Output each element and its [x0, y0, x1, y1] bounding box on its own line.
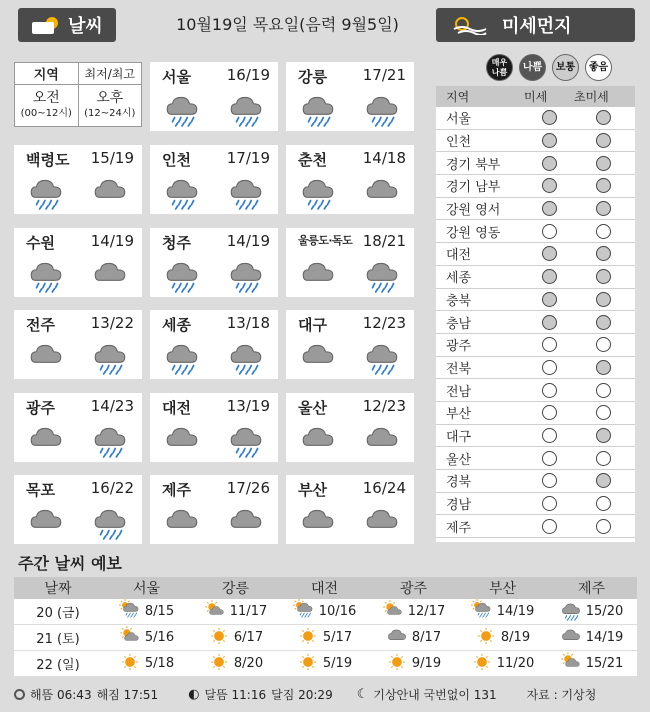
cloud-icon: [299, 420, 337, 462]
city-name: 대전: [162, 399, 191, 417]
city-card: [150, 228, 278, 297]
weekly-cell: [191, 625, 280, 651]
sun-cloud-icon: [204, 599, 226, 625]
rain-icon: [91, 420, 129, 462]
legend-region: 지역: [15, 63, 79, 84]
city-temp: 14/19: [226, 232, 270, 250]
sun-icon: [386, 651, 408, 677]
city-card: [14, 228, 142, 297]
weekly-cell: [458, 625, 547, 651]
dust-region: 대전: [446, 248, 472, 264]
rain-icon: [227, 172, 265, 214]
weekly-date: 21 (토): [36, 632, 80, 647]
weekly-temp: 14/19: [496, 604, 535, 619]
sun-icon: [297, 625, 319, 651]
rain-icon: [227, 337, 265, 379]
weekly-date: 22 (일): [36, 658, 80, 673]
city-name: 제주: [162, 481, 191, 499]
city-name: 광주: [26, 399, 55, 417]
dust-row: [436, 220, 635, 243]
weekly-temp: 12/17: [407, 604, 446, 619]
city-temp: 18/21: [362, 232, 406, 250]
pm10-dot: [542, 201, 557, 216]
rain-icon: [363, 337, 401, 379]
rain-icon: [227, 420, 265, 462]
pm10-dot: [542, 224, 557, 239]
pm10-dot: [542, 405, 557, 420]
weekly-temp: 8/19: [500, 630, 531, 645]
dust-region: 경기 남부: [446, 180, 501, 196]
forecast-info: 기상안내 국번없이 131: [373, 687, 497, 702]
weekly-table: [14, 577, 637, 677]
city-card: [286, 228, 414, 297]
dust-legend-good: 좋음: [585, 54, 612, 81]
rain-icon: [299, 172, 337, 214]
city-card: [286, 475, 414, 544]
cloud-icon: [27, 502, 65, 544]
city-card: [14, 310, 142, 379]
city-temp: 16/22: [90, 479, 134, 497]
weekly-cell: [280, 625, 369, 651]
city-temp: 13/22: [90, 314, 134, 332]
cloud-icon: [386, 625, 408, 651]
dust-table-header: [436, 86, 635, 107]
city-temp: 13/18: [226, 314, 270, 332]
rain-icon: [163, 89, 201, 131]
city-name: 백령도: [26, 151, 70, 169]
dust-row: [436, 470, 635, 493]
weekly-cell: [102, 651, 191, 677]
weekly-cell: [102, 599, 191, 625]
city-name: 전주: [26, 316, 55, 334]
pm25-dot: [596, 337, 611, 352]
rain-icon: [227, 255, 265, 297]
sun-icon: [208, 625, 230, 651]
weekly-row: [14, 625, 637, 651]
pm25-dot: [596, 133, 611, 148]
rain-icon: [91, 502, 129, 544]
weekly-cell: [191, 651, 280, 677]
dust-row: [436, 425, 635, 448]
weekly-row: [14, 651, 637, 677]
cloud-icon: [363, 420, 401, 462]
dust-legend-bad: 나쁨: [519, 54, 546, 81]
city-temp: 13/19: [226, 397, 270, 415]
legend-pm: 오후 (12~24시): [84, 89, 136, 119]
weekly-city: 부산: [488, 581, 517, 597]
dust-row: [436, 402, 635, 425]
dust-region: 강원 영동: [446, 225, 501, 241]
pm10-dot: [542, 383, 557, 398]
weekly-row: [14, 599, 637, 625]
pm10-dot: [542, 156, 557, 171]
sun-cloud-icon: [560, 651, 582, 677]
city-name: 울릉도·독도: [298, 234, 353, 247]
rain-icon: [227, 89, 265, 131]
pm10-dot: [542, 360, 557, 375]
city-card: [14, 145, 142, 214]
dust-row: [436, 243, 635, 266]
rain-icon: [91, 337, 129, 379]
rain-icon: [299, 89, 337, 131]
dust-row: [436, 447, 635, 470]
cloud-icon: [299, 502, 337, 544]
dust-row: [436, 357, 635, 380]
weekly-cell: [369, 599, 458, 625]
pm10-dot: [542, 315, 557, 330]
dust-legend-normal: 보통: [552, 54, 579, 81]
rain-icon: [27, 172, 65, 214]
city-card: [14, 393, 142, 462]
city-temp: 12/23: [362, 397, 406, 415]
cloud-icon: [363, 172, 401, 214]
city-name: 강릉: [298, 68, 327, 86]
city-temp: 14/18: [362, 149, 406, 167]
weekly-date: 20 (금): [36, 606, 80, 621]
weekly-city: 제주: [577, 581, 606, 597]
legend-am: 오전 (00~12시): [15, 85, 79, 126]
city-temp: 17/19: [226, 149, 270, 167]
weekly-temp: 8/20: [233, 656, 264, 671]
city-name: 인천: [162, 151, 191, 169]
weather-title: 날씨: [68, 16, 103, 37]
pm25-dot: [596, 451, 611, 466]
city-card: [150, 310, 278, 379]
dust-row: [436, 266, 635, 289]
pm25-dot: [596, 360, 611, 375]
dust-legend-very-bad: 매우 나쁨: [486, 54, 513, 81]
city-temp: 12/23: [362, 314, 406, 332]
dust-region: 경기 북부: [446, 157, 501, 173]
city-card: [150, 62, 278, 131]
city-card: [150, 145, 278, 214]
dust-region: 충남: [446, 316, 472, 332]
sun-cloud-icon: [30, 14, 62, 36]
pm25-dot: [596, 269, 611, 284]
cloud-icon: [560, 625, 582, 651]
weekly-cell: [369, 625, 458, 651]
city-card: [286, 145, 414, 214]
sun-icon: [14, 689, 25, 700]
pm10-dot: [542, 519, 557, 534]
dust-row: [436, 311, 635, 334]
weekly-cell: [280, 599, 369, 625]
weekly-city: 강릉: [221, 581, 250, 597]
dust-region: 인천: [446, 135, 472, 151]
sun-cloud-icon: [382, 599, 404, 625]
pm25-dot: [596, 519, 611, 534]
dust-region: 부산: [446, 407, 472, 423]
sun-cloud-icon: [119, 625, 141, 651]
sun-icon: [475, 625, 497, 651]
moonset: 달짐 20:29: [271, 687, 333, 702]
rain-icon: [163, 337, 201, 379]
city-name: 춘천: [298, 151, 327, 169]
city-temp: 16/19: [226, 66, 270, 84]
crescent-icon: ☾: [356, 686, 369, 702]
pm10-dot: [542, 473, 557, 488]
dust-row: [436, 515, 635, 538]
sun-icon: [208, 651, 230, 677]
cloud-icon: [227, 502, 265, 544]
cloud-icon: [91, 255, 129, 297]
city-temp: 14/19: [90, 232, 134, 250]
city-card: [150, 393, 278, 462]
pm10-dot: [542, 496, 557, 511]
pm25-dot: [596, 224, 611, 239]
weekly-cell: [547, 599, 636, 625]
dust-region: 충북: [446, 293, 472, 309]
dust-region: 강원 영서: [446, 203, 501, 219]
weekly-temp: 11/17: [229, 604, 268, 619]
weekly-city: 대전: [310, 581, 339, 597]
dust-col-pm25: 초미세: [574, 90, 609, 104]
dust-row: [436, 152, 635, 175]
city-name: 청주: [162, 234, 191, 252]
weekly-date-label: 날짜: [44, 581, 72, 597]
dust-region: 대구: [446, 429, 472, 445]
city-name: 수원: [26, 234, 55, 252]
city-name: 세종: [162, 316, 191, 334]
city-name: 부산: [298, 481, 327, 499]
dust-col-pm10: 미세: [524, 90, 548, 104]
weekly-cell: [547, 625, 636, 651]
pm10-dot: [542, 246, 557, 261]
cloud-icon: [91, 172, 129, 214]
weekly-temp: 5/18: [144, 656, 175, 671]
dust-table: [436, 86, 635, 542]
pm10-dot: [542, 428, 557, 443]
sun-icon: [297, 651, 319, 677]
pm10-dot: [542, 178, 557, 193]
sun-icon: [471, 651, 493, 677]
rain-sun-icon: [119, 599, 141, 625]
cloud-icon: [27, 337, 65, 379]
dust-row: [436, 379, 635, 402]
dust-col-region: 지역: [446, 90, 470, 104]
sunrise: 해뜸 06:43: [30, 687, 92, 702]
weekly-cell: [458, 651, 547, 677]
weather-title-chip: [18, 8, 116, 42]
dust-region: 서울: [446, 112, 472, 128]
weekly-temp: 9/19: [411, 656, 442, 671]
weekly-header: [14, 577, 637, 599]
dust-region: 경북: [446, 475, 472, 491]
city-name: 울산: [298, 399, 327, 417]
cloud-icon: [27, 420, 65, 462]
pm10-dot: [542, 337, 557, 352]
city-temp: 16/24: [362, 479, 406, 497]
pm25-dot: [596, 178, 611, 193]
pm25-dot: [596, 201, 611, 216]
weekly-temp: 5/17: [322, 630, 353, 645]
sun-icon: [119, 651, 141, 677]
city-temp: 14/23: [90, 397, 134, 415]
rain-icon: [363, 255, 401, 297]
dust-row: [436, 334, 635, 357]
dust-region: 경남: [446, 498, 472, 514]
dust-region: 전북: [446, 361, 472, 377]
city-card: [150, 475, 278, 544]
pm25-dot: [596, 292, 611, 307]
rain-icon: [27, 255, 65, 297]
pm25-dot: [596, 315, 611, 330]
date-line: 10월19일 목요일(음력 9월5일): [176, 15, 399, 34]
rain-icon: [560, 599, 582, 625]
pm10-dot: [542, 110, 557, 125]
pm25-dot: [596, 110, 611, 125]
dust-legend: [486, 54, 612, 81]
pm10-dot: [542, 269, 557, 284]
weekly-temp: 11/20: [496, 656, 535, 671]
city-name: 목포: [26, 481, 55, 499]
weekly-cell: [191, 599, 280, 625]
weekly-temp: 10/16: [318, 604, 357, 619]
moonrise: 달뜸 11:16: [204, 687, 267, 702]
weekly-temp: 14/19: [585, 630, 624, 645]
dust-row: [436, 289, 635, 312]
cloud-icon: [363, 502, 401, 544]
pm25-dot: [596, 473, 611, 488]
city-card: [286, 393, 414, 462]
city-temp: 17/26: [226, 479, 270, 497]
dust-region: 세종: [446, 271, 472, 287]
dust-region: 제주: [446, 520, 472, 536]
weekly-temp: 8/15: [144, 604, 175, 619]
weekly-temp: 5/16: [144, 630, 175, 645]
sunset: 해짐 17:51: [96, 687, 159, 702]
pm25-dot: [596, 496, 611, 511]
pm25-dot: [596, 405, 611, 420]
weather-legend: [14, 62, 142, 127]
city-name: 대구: [298, 316, 327, 334]
rain-icon: [163, 255, 201, 297]
city-name: 서울: [162, 68, 191, 86]
rain-icon: [363, 89, 401, 131]
weekly-city: 광주: [399, 581, 428, 597]
pm10-dot: [542, 292, 557, 307]
dust-title: 미세먼지: [502, 16, 572, 37]
cloud-icon: [299, 337, 337, 379]
dust-icon: [452, 15, 488, 35]
weekly-cell: [102, 625, 191, 651]
dust-region: 광주: [446, 339, 472, 355]
city-card: [14, 475, 142, 544]
footer: [14, 683, 637, 705]
dust-title-chip: [436, 8, 635, 42]
rain-sun-icon: [471, 599, 493, 625]
cloud-icon: [163, 502, 201, 544]
weekly-city: 서울: [132, 581, 161, 597]
pm10-dot: [542, 133, 557, 148]
pm25-dot: [596, 156, 611, 171]
city-card: [286, 62, 414, 131]
rain-icon: [163, 172, 201, 214]
weekly-temp: 5/19: [322, 656, 353, 671]
moon-icon: ◐: [188, 686, 200, 702]
pm10-dot: [542, 451, 557, 466]
weekly-temp: 15/21: [585, 656, 624, 671]
dust-row: [436, 107, 635, 130]
cloud-icon: [163, 420, 201, 462]
dust-row: [436, 175, 635, 198]
pm25-dot: [596, 428, 611, 443]
legend-minmax: 최저/최고: [84, 67, 135, 81]
weekly-cell: [547, 651, 636, 677]
cloud-icon: [299, 255, 337, 297]
source: 자료 : 기상청: [526, 687, 597, 702]
weekly-temp: 6/17: [233, 630, 264, 645]
pm25-dot: [596, 383, 611, 398]
city-card: [286, 310, 414, 379]
weekly-temp: 15/20: [585, 604, 624, 619]
pm25-dot: [596, 246, 611, 261]
weekly-title: 주간 날씨 예보: [18, 554, 122, 573]
weekly-cell: [280, 651, 369, 677]
dust-region: 울산: [446, 452, 472, 468]
weekly-cell: [458, 599, 547, 625]
weekly-temp: 8/17: [411, 630, 442, 645]
city-temp: 17/21: [362, 66, 406, 84]
weekly-cell: [369, 651, 458, 677]
dust-row: [436, 130, 635, 153]
dust-row: [436, 198, 635, 221]
dust-region: 전남: [446, 384, 472, 400]
city-temp: 15/19: [90, 149, 134, 167]
dust-row: [436, 493, 635, 516]
rain-sun-icon: [293, 599, 315, 625]
